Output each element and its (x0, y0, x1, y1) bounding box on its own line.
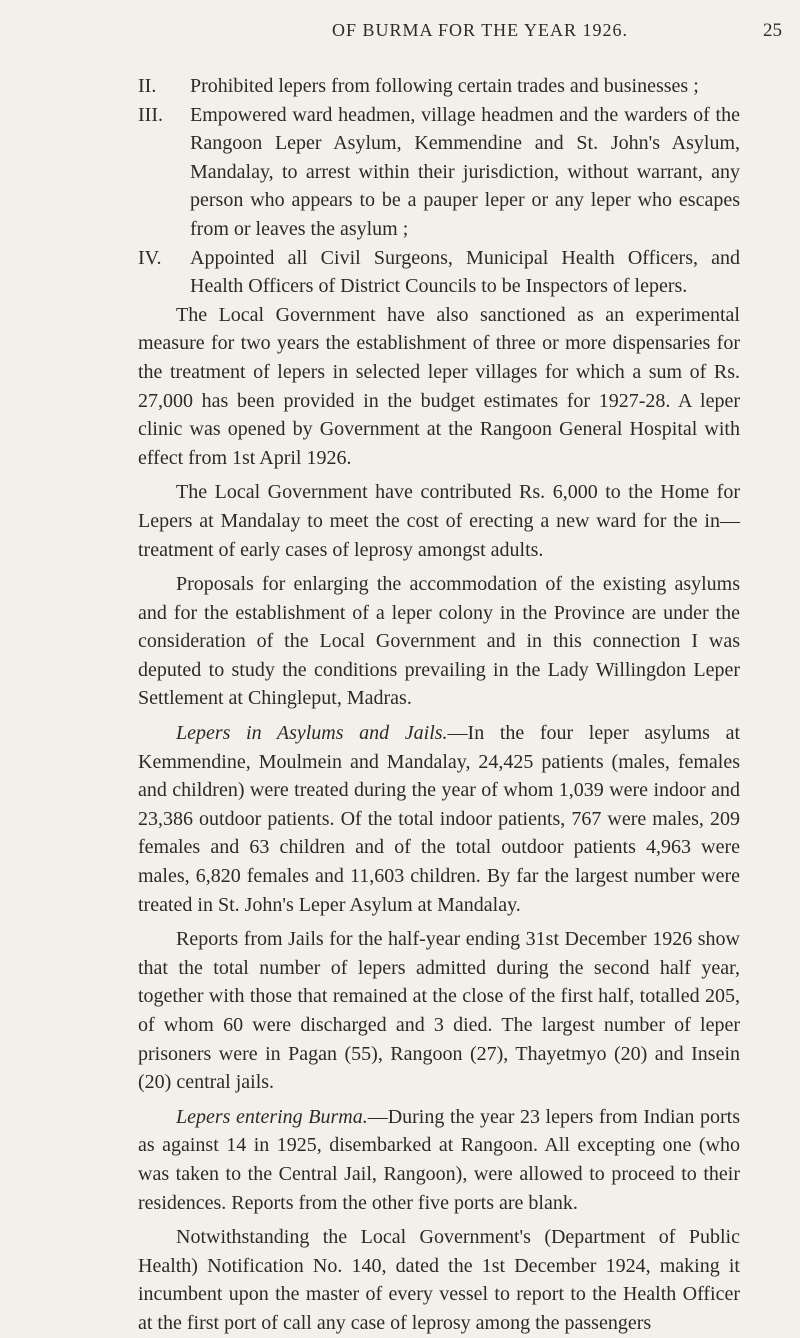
list-item-text: Prohibited lepers from following certain trades and businesses ; (190, 75, 699, 97)
list-item-number: IV. (138, 246, 162, 269)
list-item-number: II. (138, 75, 157, 97)
list-item-text: Empowered ward headmen, village headmen and the warders of the Rangoon Leper Asylum, Kemmendine and St. John's Asylum, Mandalay, to arrest within their jurisdiction, without warrant, any person who appears to be a pauper leper or any leper who escapes from or leaves the asylum ; (190, 103, 740, 240)
paragraph-body: —In the four leper asylums at Kemmendine, Moulmein and Mandalay, 24,425 patients (males, females and children) were treated during the year of whom 1,039 were indoor and 23,386 outdoor patients. Of the total indoor patients, 767 were males, 209 females and 63 children and of the total outdoor patients 4,963 were males, 6,820 females and 11,603 children. By far the largest number were treated in St. John's Leper Asylum at Mandalay. (138, 722, 741, 916)
running-head: OF BURMA FOR THE YEAR 1926. (331, 20, 629, 40)
paragraph-home-for-lepers: The Local Government have contributed Rs. 6,000 to the Home for Lepers at Mandalay to meet the cost of erecting a new ward for the in—treatment of early cases of leprosy amongst adults. (138, 481, 740, 561)
list-item (138, 244, 740, 301)
body-text (0, 62, 800, 1338)
list-item-number: III. (138, 103, 163, 126)
section-lead: Lepers entering Burma. (176, 1105, 368, 1128)
paragraph-proposals: Proposals for enlarging the accommodation of the existing asylums and for the establishment of a leper colony in the Province are under the consideration of the Local Government and in this connection I was deputed to study the conditions prevailing in the Lady Willingdon Leper Settlement at Chingleput, Madras. (138, 573, 740, 710)
list-item-text: Appointed all Civil Surgeons, Municipal Health Officers, and Health Officers of District Councils to be Inspectors of lepers. (190, 246, 740, 298)
paragraph-notification: Notwithstanding the Local Government's (Department of Public Health) Notification No. 140, dated the 1st December 1924, making it incumbent upon the master of every vessel to report to the Health Officer at the first port of call any case of leprosy among the passengers (138, 1226, 740, 1334)
paragraph-jail-reports: Reports from Jails for the half-year ending 31st December 1926 show that the total number of lepers admitted during the second half year, together with those that remained at the close of the first half, totalled 205, of whom 60 were discharged and 3 died. The largest number of leper prisoners were in Pagan (55), Rangoon (27), Thayetmyo (20) and Insein (20) central jails. (138, 928, 740, 1094)
page-header (200, 20, 800, 60)
paragraph-lepers-entering-burma (138, 1103, 740, 1217)
section-lead: Lepers in Asylums and Jails. (176, 722, 448, 745)
page-number: 25 (763, 20, 782, 41)
list-item (138, 72, 740, 101)
paragraph-asylums-and-jails (138, 719, 740, 919)
list-item (138, 101, 740, 244)
paragraph-body: —During the year 23 lepers from Indian ports as against 14 in 1925, disembarked at Rangoon. All excepting one (who was taken to the Central Jail, Rangoon), were allowed to proceed to their residences. Reports from the other five ports are blank. (138, 1105, 740, 1214)
paragraph-dispensaries: The Local Government have also sanctioned as an experimental measure for two years the establishment of three or more dispensaries for the treatment of lepers in selected leper villages for which a sum of Rs. 27,000 has been provided in the budget estimates for 1927-28. A leper clinic was opened by Government at the Rangoon General Hospital with effect from 1st April 1926. (138, 303, 740, 469)
